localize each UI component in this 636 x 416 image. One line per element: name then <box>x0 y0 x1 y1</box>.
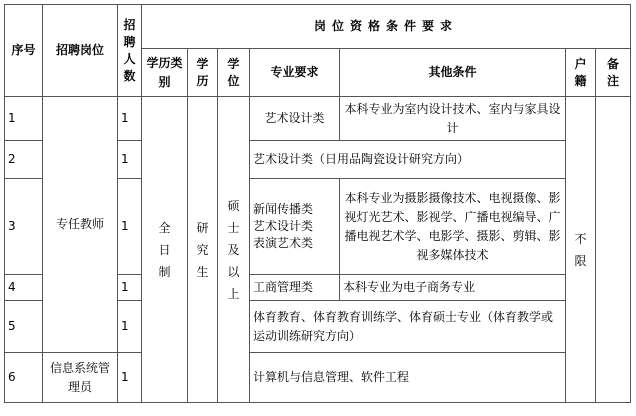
header-edu-type: 学历类别 <box>142 49 188 97</box>
row-count: 1 <box>118 301 142 353</box>
row-count: 1 <box>118 275 142 301</box>
row-count: 1 <box>118 353 142 403</box>
position-teacher: 专任教师 <box>43 97 118 353</box>
row-number: 4 <box>5 275 43 301</box>
header-count: 招 聘 人 数 <box>118 5 142 97</box>
major-cell: 新闻传播类 艺术设计类 表演艺术类 <box>250 179 340 275</box>
edu-type-cell: 全 日 制 <box>142 97 188 403</box>
row-number: 6 <box>5 353 43 403</box>
other-cell: 本科专业为摄影摄像技术、电视摄像、影视灯光艺术、影视学、广播电视编导、广播电视艺术学、电影学、摄影、剪辑、影视多媒体技术 <box>340 179 566 275</box>
table-row <box>5 353 631 403</box>
row-number: 2 <box>5 141 43 179</box>
header-qualifications: 岗位资格条件要求 <box>142 5 631 49</box>
hukou-cell: 不 限 <box>566 97 596 403</box>
header-seq: 序号 <box>5 5 43 97</box>
major-cell: 工商管理类 <box>250 275 340 301</box>
header-position: 招聘岗位 <box>43 5 118 97</box>
position-it: 信息系统管理员 <box>43 353 118 403</box>
header-remark: 备 注 <box>596 49 631 97</box>
major-full-cell: 体育教育、体育教育训练学、体育硕士专业（体育教学或运动训练研究方向） <box>250 301 566 353</box>
row-count: 1 <box>118 97 142 141</box>
row-number: 1 <box>5 97 43 141</box>
header-degree: 学 位 <box>218 49 250 97</box>
remark-cell <box>596 97 631 403</box>
header-edu: 学 历 <box>188 49 218 97</box>
major-full-cell: 艺术设计类（日用品陶瓷设计研究方向） <box>250 141 566 179</box>
other-cell: 本科专业为室内设计技术、室内与家具设计 <box>340 97 566 141</box>
header-major: 专业要求 <box>250 49 340 97</box>
major-full-cell: 计算机与信息管理、软件工程 <box>250 353 566 403</box>
other-cell: 本科专业为电子商务专业 <box>340 275 566 301</box>
header-hukou: 户 籍 <box>566 49 596 97</box>
degree-cell: 硕 士 及 以 上 <box>218 97 250 403</box>
recruitment-table <box>4 4 631 403</box>
row-count: 1 <box>118 179 142 275</box>
header-other: 其他条件 <box>340 49 566 97</box>
major-cell: 艺术设计类 <box>250 97 340 141</box>
row-number: 3 <box>5 179 43 275</box>
table-row <box>5 97 631 141</box>
row-count: 1 <box>118 141 142 179</box>
row-number: 5 <box>5 301 43 353</box>
edu-cell: 研 究 生 <box>188 97 218 403</box>
